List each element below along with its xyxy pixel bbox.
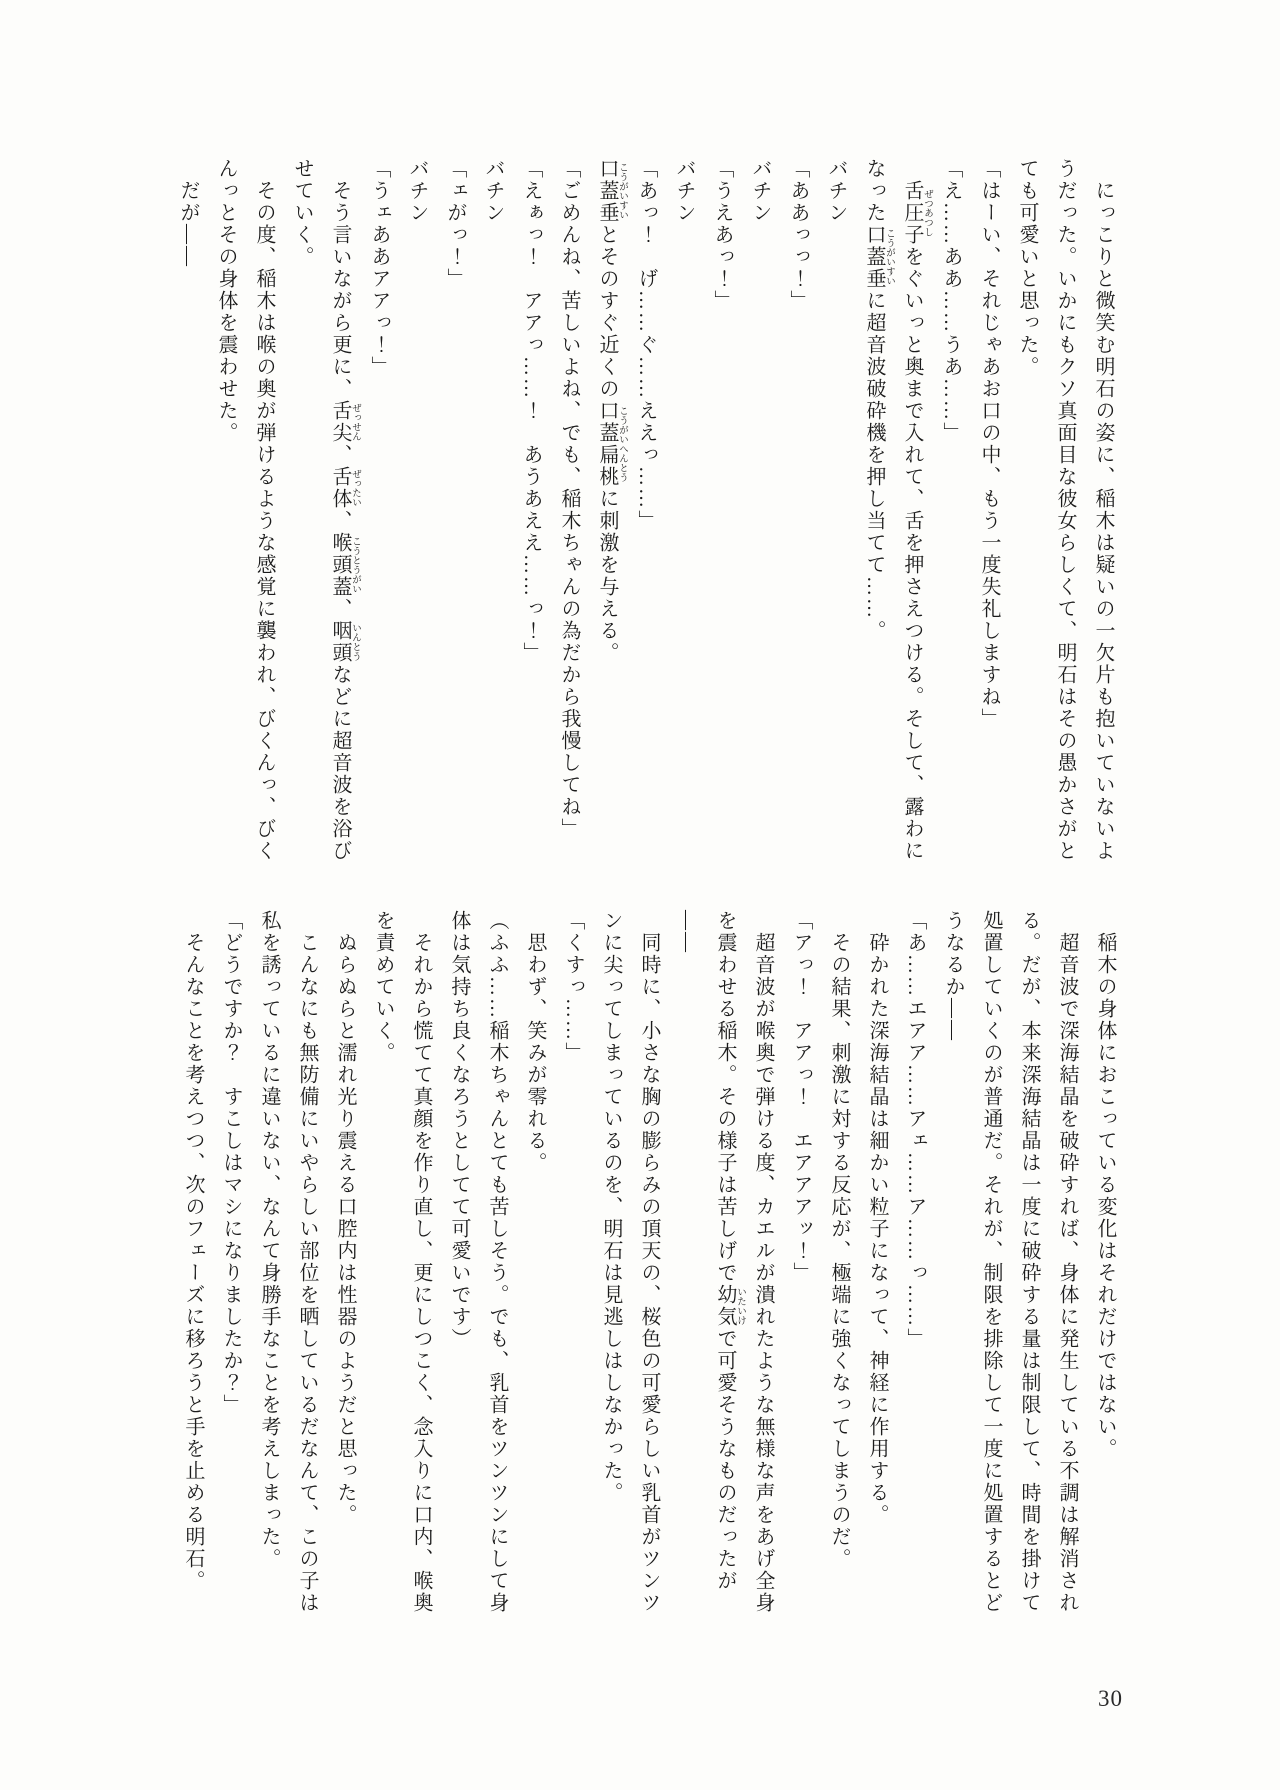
paragraph: 「ェがっ！」 — [444, 158, 466, 290]
furigana-term: 喉頭蓋 こうとうがい — [329, 532, 360, 598]
paragraph: 「え……ああ……うあ……」 — [940, 158, 962, 444]
paragraph: 「どうですか？ すこしはマシになりましたか？」 — [220, 910, 242, 1416]
lower-text-block — [174, 910, 1124, 1622]
paragraph: バチン — [749, 158, 771, 224]
paragraph: 「アっ！ アアっ！ エアアアッ！」 — [790, 910, 812, 1284]
furigana-term: 口蓋扁桃 こうがいへんとう — [596, 400, 627, 488]
paragraph: そんなことを考えつつ、次のフェーズに移ろうと手を止める明石。 — [182, 932, 204, 1592]
paragraph: こんなにも無防備にいやらしい部位を晒しているだなんて、この子は私を誘っているに違いない、なんて身勝手なことを考えしまった。 — [258, 910, 318, 1614]
furigana-term: 幼気 いたいけ — [714, 1284, 745, 1328]
paragraph: 「あっ！ げ……ぐ……ええっ……」 — [635, 158, 657, 532]
furigana-term: 舌圧子 ぜつあつし — [901, 180, 932, 246]
paragraph: ぬらぬらと濡れ光り震える口腔内は性器のようだと思った。 — [334, 932, 356, 1526]
paragraph: 稲木の身体におこっている変化はそれだけではない。 — [1094, 932, 1116, 1460]
paragraph: 超音波が喉奥で弾ける度、カエルが潰れたような無様な声をあげ全身を震わせる稲木。その様子は苦しげで幼気 いたいけで可愛そうなものだったが―― — [676, 910, 774, 1614]
paragraph: バチン — [825, 158, 847, 224]
paragraph: 口蓋垂 こうがいすいとそのすぐ近くの口蓋扁桃 こうがいへんとうに刺激を与える。 — [596, 158, 627, 664]
paragraph: バチン — [482, 158, 504, 224]
furigana-term: 舌尖 ぜっせん — [329, 400, 360, 444]
paragraph: バチン — [406, 158, 428, 224]
paragraph: 「えぁっ！ アアっ……！ あうあええ……っ！」 — [520, 158, 542, 664]
paragraph: 超音波で深海結晶を破砕すれば、身体に発生している不調は解消される。だが、本来深海結晶は一度に破砕する量は制限して、時間を掛けて処置していくのが普通だ。それが、制限を排除して一度に処置するとどうなるか―― — [942, 910, 1078, 1614]
paragraph: 「あ……エアア……アェ……ア……っ……」 — [904, 910, 926, 1350]
paragraph: だが―― — [177, 180, 199, 268]
paragraph: 思わず、笑みが零れる。 — [524, 932, 546, 1174]
paragraph: 「くすっ……」 — [562, 910, 584, 1064]
paragraph: 「うェああアアっ！」 — [368, 158, 390, 378]
furigana-term: 口蓋垂 こうがいすい — [596, 158, 627, 224]
paragraph: 同時に、小さな胸の膨らみの頂天の、桜色の可愛らしい乳首がツンツンに尖ってしまっているのを、明石は見逃しはしなかった。 — [600, 910, 660, 1614]
paragraph: それから慌てて真顔を作り直し、更にしつこく、念入りに口内、喉奥を責めていく。 — [372, 910, 432, 1614]
paragraph: 「ごめんね、苦しいよね、でも、稲木ちゃんの為だから我慢してね」 — [558, 158, 580, 840]
paragraph: その結果、刺激に対する反応が、極端に強くなってしまうのだ。 — [828, 932, 850, 1570]
upper-text-block — [169, 158, 1122, 870]
paragraph: そう言いながら更に、舌尖 ぜっせん、舌体 ぜったい、喉頭蓋 こうとうがい、咽頭 いんとうなどに超音波を浴びせていく。 — [291, 158, 360, 862]
paragraph: にっこりと微笑む明石の姿に、稲木は疑いの一欠片も抱いていないようだった。いかにもクソ真面目な彼女らしくて、明石はその愚かさがとても可愛いと思った。 — [1016, 158, 1114, 862]
page-number: 30 — [1098, 1686, 1123, 1711]
paragraph: 「はーい、それじゃあお口の中、もう一度失礼しますね」 — [978, 158, 1000, 730]
paragraph: 「うえあっ！」 — [711, 158, 733, 312]
paragraph: 砕かれた深海結晶は細かい粒子になって、神経に作用する。 — [866, 932, 888, 1526]
furigana-term: 口蓋垂 こうがいすい — [863, 224, 894, 290]
furigana-term: 舌体 ぜったい — [329, 466, 360, 510]
paragraph: 「ああっっ！」 — [787, 158, 809, 312]
paragraph: （ふふ……稲木ちゃんとても苦しそう。でも、乳首をツンツンにして身体は気持ち良くなろうとしてて可愛いです） — [448, 910, 508, 1614]
paragraph: バチン — [673, 158, 695, 224]
paragraph: その度、稲木は喉の奥が弾けるような感覚に襲われ、びくんっ、びくんっとその身体を震わせた。 — [215, 158, 275, 862]
paragraph: 舌圧子 ぜつあつしをぐいっと奥まで入れて、舌を押さえつける。そして、露わになった口蓋垂 こうがいすいに超音波破砕機を押し当てて……。 — [863, 158, 932, 862]
furigana-term: 咽頭 いんとう — [329, 620, 360, 664]
